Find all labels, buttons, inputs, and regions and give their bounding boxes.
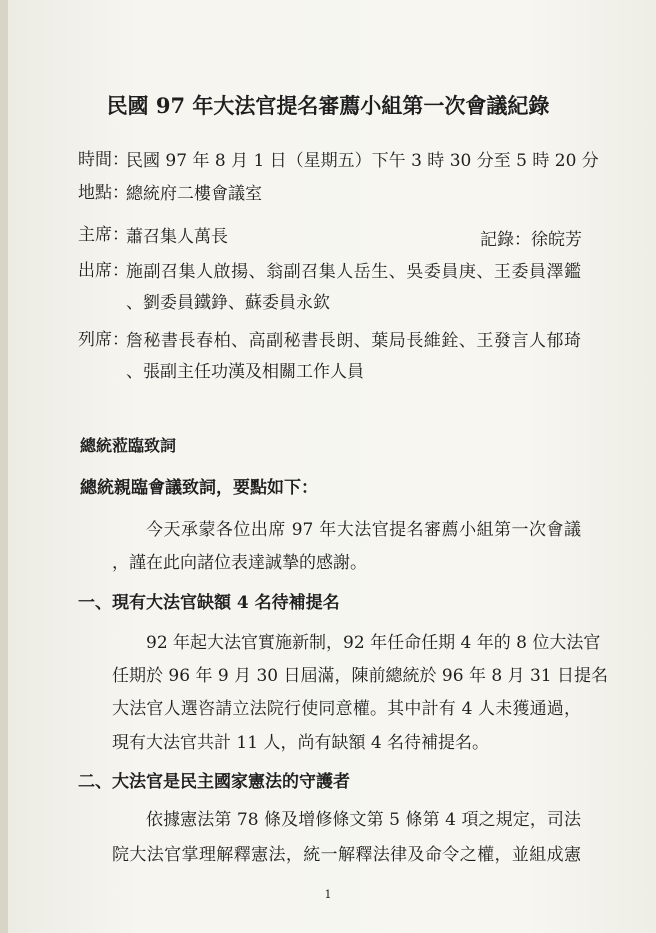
- section-1-title: 一、現有大法官缺額 4 名待補提名: [78, 593, 340, 613]
- paper-edge: [0, 0, 8, 933]
- document-title: 民國 97 年大法官提名審薦小組第一次會議紀錄: [106, 93, 550, 118]
- heading-president-remarks: 總統蒞臨致詞: [80, 436, 177, 455]
- section-1-line: 任期於 96 年 9 月 30 日屆滿，陳前總統於 96 年 8 月 31 日提名: [112, 666, 609, 686]
- chair-label: 主席：: [78, 225, 129, 245]
- recorder: 記錄：徐皖芳: [480, 230, 582, 250]
- time-label: 時間：: [78, 150, 129, 170]
- attendees-line: 施副召集人啟揚、翁副召集人岳生、吳委員庚、王委員澤鑑: [126, 262, 581, 282]
- section-1-line: 現有大法官共計 11 人，尚有缺額 4 名待補提名。: [112, 733, 490, 753]
- observers-label: 列席：: [78, 330, 129, 350]
- page-number: 1: [324, 888, 332, 901]
- section-2-line: 依據憲法第 78 條及增修條文第 5 條第 4 項之規定，司法: [146, 810, 581, 830]
- section-1-line: 大法官人選咨請立法院行使同意權。其中計有 4 人未獲通過，: [112, 699, 581, 719]
- intro-line: 今天承蒙各位出席 97 年大法官提名審薦小組第一次會議: [146, 520, 581, 540]
- attendees-line: 、劉委員鐵錚、蘇委員永欽: [126, 293, 330, 313]
- chair-value: 蕭召集人萬長: [126, 227, 228, 247]
- section-2-line: 院大法官掌理解釋憲法，統一解釋法律及命令之權，並組成憲: [112, 845, 581, 865]
- section-1-line: 92 年起大法官實施新制，92 年任命任期 4 年的 8 位大法官: [146, 633, 601, 653]
- section-2-title: 二、大法官是民主國家憲法的守護者: [78, 772, 350, 792]
- observers-line: 詹秘書長春柏、高副秘書長朗、葉局長維銓、王發言人郁琦: [126, 331, 581, 351]
- place-label: 地點：: [78, 183, 129, 203]
- document-page: [8, 0, 656, 933]
- observers-line: 、張副主任功漢及相關工作人員: [126, 362, 364, 382]
- attendees-label: 出席：: [78, 261, 129, 281]
- heading-remarks-summary: 總統親臨會議致詞，要點如下：: [80, 478, 318, 498]
- time-value: 民國 97 年 8 月 1 日（星期五）下午 3 時 30 分至 5 時 20 分: [126, 151, 599, 171]
- intro-line: ，謹在此向諸位表達誠摯的感謝。: [112, 553, 367, 573]
- place-value: 總統府二樓會議室: [126, 184, 262, 204]
